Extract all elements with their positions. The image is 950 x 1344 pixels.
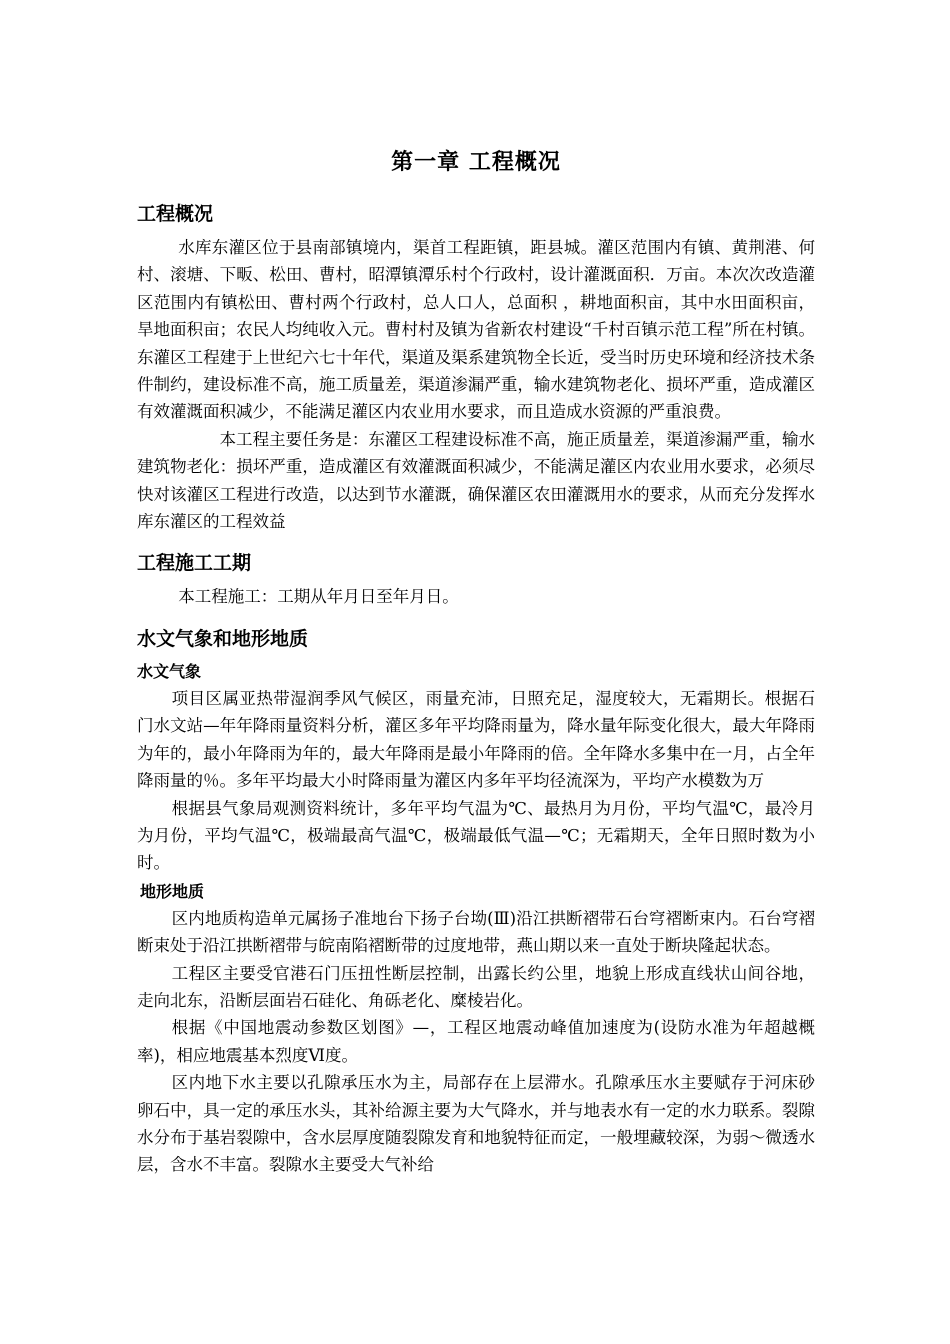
paragraph: 水库东灌区位于县南部镇境内，渠首工程距镇，距县城。灌区范围内有镇、黄荆港、何村、滚塘、下畈、松田、曹村，昭潭镇潭乐村个行政村，设计灌溉面积．万亩。本次次改造灌区范围内有镇松田、曹村两个行政村，总人口人，总面积 ，耕地面积亩，其中水田面积亩，旱地面积亩；农民人均纯收入元。曹村村及镇为省新农村建设“千村百镇示范工程”所在村镇。东灌区工程建于上世纪六七十年代，渠道及渠系建筑物全长近，受当时历史环境和经济技术条件制约，建设标准不高，施工质量差，渠道渗漏严重，输水建筑物老化、损坏严重，造成灌区有效灌溉面积减少，不能满足灌区内农业用水要求，而且造成水资源的严重浪费。 — [137, 238, 815, 422]
paragraph: 本工程主要任务是：东灌区工程建设标准不高，施正质量差，渠道渗漏严重，输水建筑物老化：损坏严重，造成灌区有效灌溉面积减少，不能满足灌区内农业用水要求，必须尽快对该灌区工程进行改造，以达到节水灌溉，确保灌区农田灌溉用水的要求，从而充分发挥水库东灌区的工程效益 — [137, 429, 815, 532]
paragraph: 根据县气象局观测资料统计，多年平均气温为℃、最热月为月份，平均气温℃，最冷月为月份，平均气温℃，极端最高气温℃，极端最低气温—℃；无霜期天，全年日照时数为小时。 — [137, 798, 815, 873]
subsection-heading-hydrology: 水文气象 — [137, 661, 202, 681]
paragraph: 区内地质构造单元属扬子准地台下扬子台坳(Ⅲ)沿江拱断褶带石台穹褶断束内。石台穹褶断束处于沿江拱断褶带与皖南陷褶断带的过度地带，燕山期以来一直处于断块隆起状态。 — [137, 908, 815, 956]
paragraph: 工程区主要受官港石门压扭性断层控制，出露长约公里，地貌上形成直线状山间谷地，走向北东，沿断层面岩石硅化、角砾老化、糜棱岩化。 — [137, 963, 815, 1010]
chapter-title: 第一章 工程概况 — [391, 150, 561, 175]
section-heading-overview: 工程概况 — [137, 203, 214, 225]
paragraph: 区内地下水主要以孔隙承压水为主，局部存在上层滞水。孔隙承压水主要赋存于河床砂卵石中，具一定的承压水头，其补给源主要为大气降水，并与地表水有一定的水力联系。裂隙水分布于基岩裂隙中，含水层厚度随裂隙发育和地貌特征而定，一般埋藏较深，为弱～微透水层，含水不丰富。裂隙水主要受大气补给 — [137, 1073, 815, 1175]
paragraph: 根据《中国地震动参数区划图》—，工程区地震动峰值加速度为(设防水准为年超越概率)，相应地震基本烈度Ⅵ度。 — [137, 1018, 815, 1065]
paragraph: 本工程施工：工期从年月日至年月日。 — [178, 587, 459, 607]
section-heading-hydro-geo: 水文气象和地形地质 — [137, 627, 309, 650]
section-heading-schedule: 工程施工工期 — [137, 552, 252, 575]
subsection-heading-geology: 地形地质 — [140, 881, 205, 901]
paragraph: 项目区属亚热带湿润季风气候区，雨量充沛，日照充足，湿度较大，无霜期长。根据石门水文站—年年降雨量资料分析，灌区多年平均降雨量为，降水量年际变化很大，最大年降雨为年的，最小年降雨为年的，最大年降雨是最小年降雨的倍。全年降水多集中在一月，占全年降雨量的％。多年平均最大小时降雨量为灌区内多年平均径流深为，平均产水模数为万 — [137, 688, 815, 791]
document-body — [137, 148, 815, 1179]
